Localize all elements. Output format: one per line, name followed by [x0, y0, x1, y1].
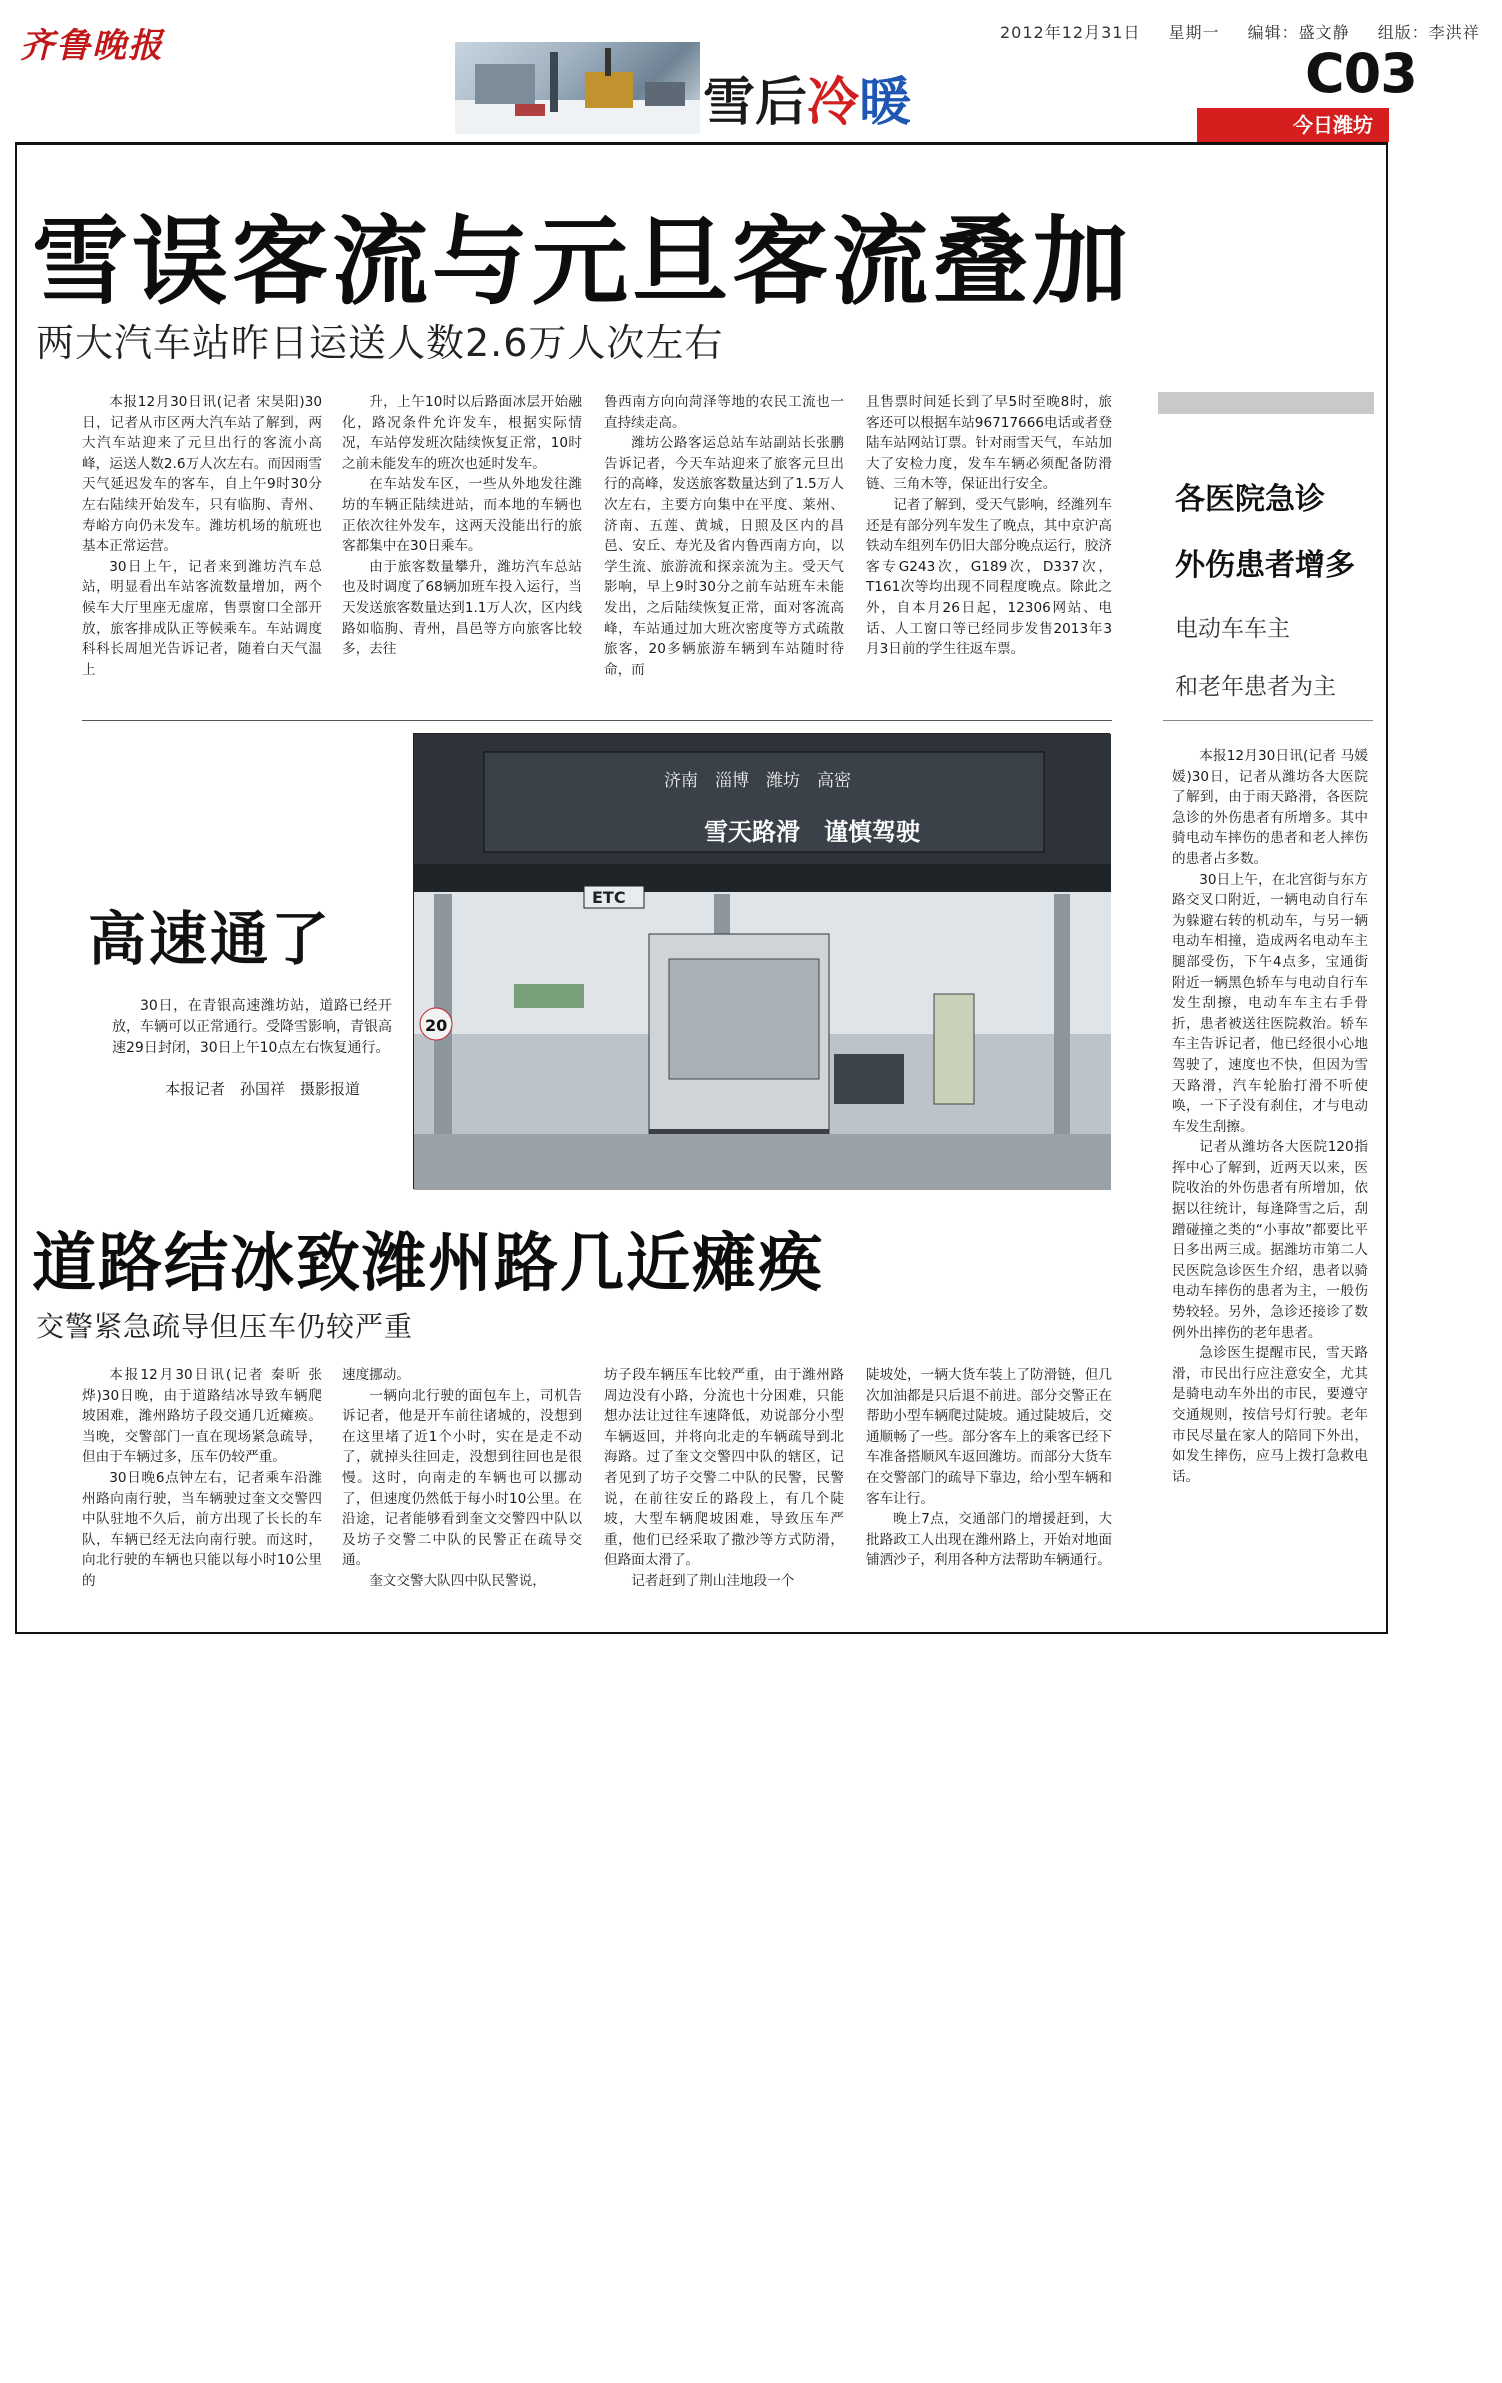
- issue-weekday: 星期一: [1168, 23, 1220, 42]
- banner-photo: [455, 42, 700, 134]
- sidebar-sub-line-2: 和老年患者为主: [1175, 674, 1336, 700]
- article2-column-1: 本报12月30日讯(记者 秦昕 张烨)30日晚，由于道路结冰导致车辆爬坡困难，潍州路坊子段交通几近瘫痪。当晚，交警部门一直在现场紧急疏导，但由于车辆过多，压车仍较严重。 30日晚6点钟左右，记者乘车沿潍州路向南行驶，当车辆驶过奎文交警四中队驻地不久后，前方出现了长长的车队，车辆已经无法向南行驶。而这时，向北行驶的车辆也只能以每小时10公里的: [82, 1367, 322, 1589]
- editor-credit: 编辑：盛文静: [1247, 23, 1350, 42]
- sidebar-sub-line-1: 电动车车主: [1175, 616, 1290, 642]
- newspaper-name: 齐鲁晚报: [20, 26, 164, 66]
- speed-limit-sign: 20: [425, 1016, 448, 1035]
- sidebar-title-line-1: 各医院急诊: [1175, 482, 1325, 517]
- article1-column-2: 升，上午10时以后路面冰层开始融化，路况条件允许发车，根据实际情况，车站停发班次陆续恢复正常，10时之前未能发车的班次也延时发车。 在车站发车区，一些从外地发往潍坊的车辆正陆续进站，而本地的车辆也正依次往外发车，这两天没能出行的旅客都集中在30日乘车。 由于旅客数量攀升，潍坊汽车总站也及时调度了68辆加班车投入运行，当天发送旅客数量达到1.1万人次，区内线路如临朐、青州，昌邑等方向旅客比较多，去往: [342, 394, 582, 658]
- photo-label: 高速通了: [88, 905, 333, 973]
- photo-illustration: [414, 734, 1111, 1190]
- section-tab: 今日潍坊: [1197, 108, 1389, 142]
- sign-cities: 济南 淄博 潍坊 高密: [664, 771, 851, 791]
- article1-column-4: 且售票时间延长到了早5时至晚8时，旅客还可以根据车站96717666电话或者登陆车站网站订票。针对雨雪天气，车站加大了安检力度，发车车辆必须配备防滑链、三角木等，保证出行安全。 记者了解到，受天气影响，经潍列车还是有部分列车发生了晚点，其中京沪高铁动车组列车仍旧大部分晚点运行，胶济客专G243次，G189次，D337次，T161次等均出现不同程度晚点。除此之外，自本月26日起，12306网站、电话、人工窗口等已经同步发售2013年3月3日前的学生往返车票。: [866, 394, 1112, 658]
- dateline: [1000, 20, 1502, 43]
- photo-caption: 30日，在青银高速潍坊站，道路已经开放，车辆可以正常通行。受降雪影响，青银高速29日封闭，30日上午10点左右恢复通行。: [112, 998, 392, 1056]
- sidebar-header-bar: [1158, 392, 1374, 414]
- photo-byline: 本报记者 孙国祥 摄影报道: [165, 1080, 361, 1098]
- sign-warning: 雪天路滑 谨慎驾驶: [704, 818, 920, 846]
- subhead-1: 两大汽车站昨日运送人数2.6万人次左右: [36, 321, 724, 365]
- layout-credit: 组版：李洪祥: [1377, 23, 1480, 42]
- page-number: C03: [1305, 42, 1417, 105]
- sidebar-title-line-2: 外伤患者增多: [1175, 548, 1355, 583]
- article2-column-2: 速度挪动。 一辆向北行驶的面包车上，司机告诉记者，他是开车前往诸城的，没想到在这里堵了近1个小时，实在是走不动了，就掉头往回走，没想到往回也是很慢。这时，向南走的车辆也可以挪动了，但速度仍然低于每小时10公里。在沿途，记者能够看到奎文交警四中队以及坊子交警二中队的民警正在疏导交通。 奎文交警大队四中队民警说，: [342, 1367, 582, 1589]
- article2-column-4: 陡坡处，一辆大货车装上了防滑链，但几次加油都是只后退不前进。部分交警正在帮助小型车辆爬过陡坡。通过陡坡后，交通顺畅了一些。部分客车上的乘客已经下车准备搭顺风车返回潍坊。而部分大货车在交警部门的疏导下靠边，给小型车辆和客车让行。 晚上7点，交通部门的增援赶到，大批路政工人出现在潍州路上，开始对地面铺洒沙子，利用各种方法帮助车辆通行。: [866, 1367, 1112, 1569]
- etc-sign: ETC: [592, 888, 626, 907]
- headline-1: 雪误客流与元旦客流叠加: [32, 205, 1132, 318]
- highway-toll-photo: [413, 733, 1110, 1189]
- section-banner: [455, 42, 955, 134]
- article2-column-3: 坊子段车辆压车比较严重，由于潍州路周边没有小路，分流也十分困难，只能想办法让过往车速降低，劝说部分小型车辆返回，并将向北走的车辆疏导到北海路。过了奎文交警四中队的辖区，记者见到了坊子交警二中队的民警，民警说，在前往安丘的路段上，有几个陡坡，大型车辆爬坡困难，导致压车严重，他们已经采取了撒沙等方式防滑，但路面太滑了。 记者赶到了荆山洼地段一个: [604, 1367, 844, 1589]
- headline-2: 道路结冰致潍州路几近瘫痪: [32, 1226, 824, 1301]
- divider-rule: [82, 720, 1112, 721]
- issue-date: 2012年12月31日: [1000, 23, 1141, 42]
- banner-title: 雪后冷暖: [703, 72, 912, 133]
- article1-column-1: 本报12月30日讯(记者 宋昊阳)30日，记者从市区两大汽车站了解到，两大汽车站迎来了元旦出行的客流小高峰，运送人数2.6万人次左右。而因雨雪天气延迟发车的客车，自上午9时30分左右陆续开始发车，只有临朐、青州、寿峪方向仍未发车。潍坊机场的航班也基本正常运营。 30日上午，记者来到潍坊汽车总站，明显看出车站客流数量增加，两个候车大厅里座无虚席，售票窗口全部开放，旅客排成队正等候乘车。车站调度科科长周旭光告诉记者，随着白天气温上: [82, 394, 322, 678]
- article1-column-3: 鲁西南方向向菏泽等地的农民工流也一直持续走高。 潍坊公路客运总站车站副站长张鹏告诉记者，今天车站迎来了旅客元旦出行的高峰，发送旅客数量达到了1.5万人次左右，主要方向集中在平度、莱州、济南、五莲、黄城，日照及区内的昌邑、安丘、寿光及省内鲁西南方向，以学生流、旅游流和探亲流为主。受天气影响，早上9时30分之前车站班车未能发出，之后陆续恢复正常，面对客流高峰，车站通过加大班次密度等方式疏散旅客，20多辆旅游车辆到车站随时待命，而: [604, 394, 844, 678]
- subhead-2: 交警紧急疏导但压车仍较严重: [36, 1310, 414, 1343]
- sidebar-body: 本报12月30日讯(记者 马媛媛)30日，记者从潍坊各大医院了解到，由于雨天路滑，各医院急诊的外伤患者有所增多。其中骑电动车摔伤的患者和老人摔伤的患者占多数。 30日上午，在北宫街与东方路交叉口附近，一辆电动自行车为躲避右转的机动车，与另一辆电动车相撞，造成两名电动车主腿部受伤，下午4点多，宝通街附近一辆黑色轿车与电动自行车发生刮擦，电动车车主右手骨折，患者被送往医院救治。轿车车主告诉记者，他已经很小心地驾驶了，速度也不快，但因为雪天路滑，汽车轮胎打滑不听使唤，一下子没有刹住，才与电动车发生刮擦。 记者从潍坊各大医院120指挥中心了解到，近两天以来，医院收治的外伤患者有所增加，依据以往统计，每逢降雪之后，刮蹭碰撞之类的“小事故”都要比平日多出两三成。据潍坊市第二人民医院急诊医生介绍，患者以骑电动车摔伤的患者为主，一般伤势较轻。另外，急诊还接诊了数例外出摔伤的老年患者。 急诊医生提醒市民，雪天路滑，市民出行应注意安全，尤其是骑电动车外出的市民，要遵守交通规则，按信号灯行驶。老年市民尽量在家人的陪同下外出，如发生摔伤，应马上拨打急救电话。: [1172, 748, 1368, 1485]
- sidebar-rule: [1163, 720, 1373, 721]
